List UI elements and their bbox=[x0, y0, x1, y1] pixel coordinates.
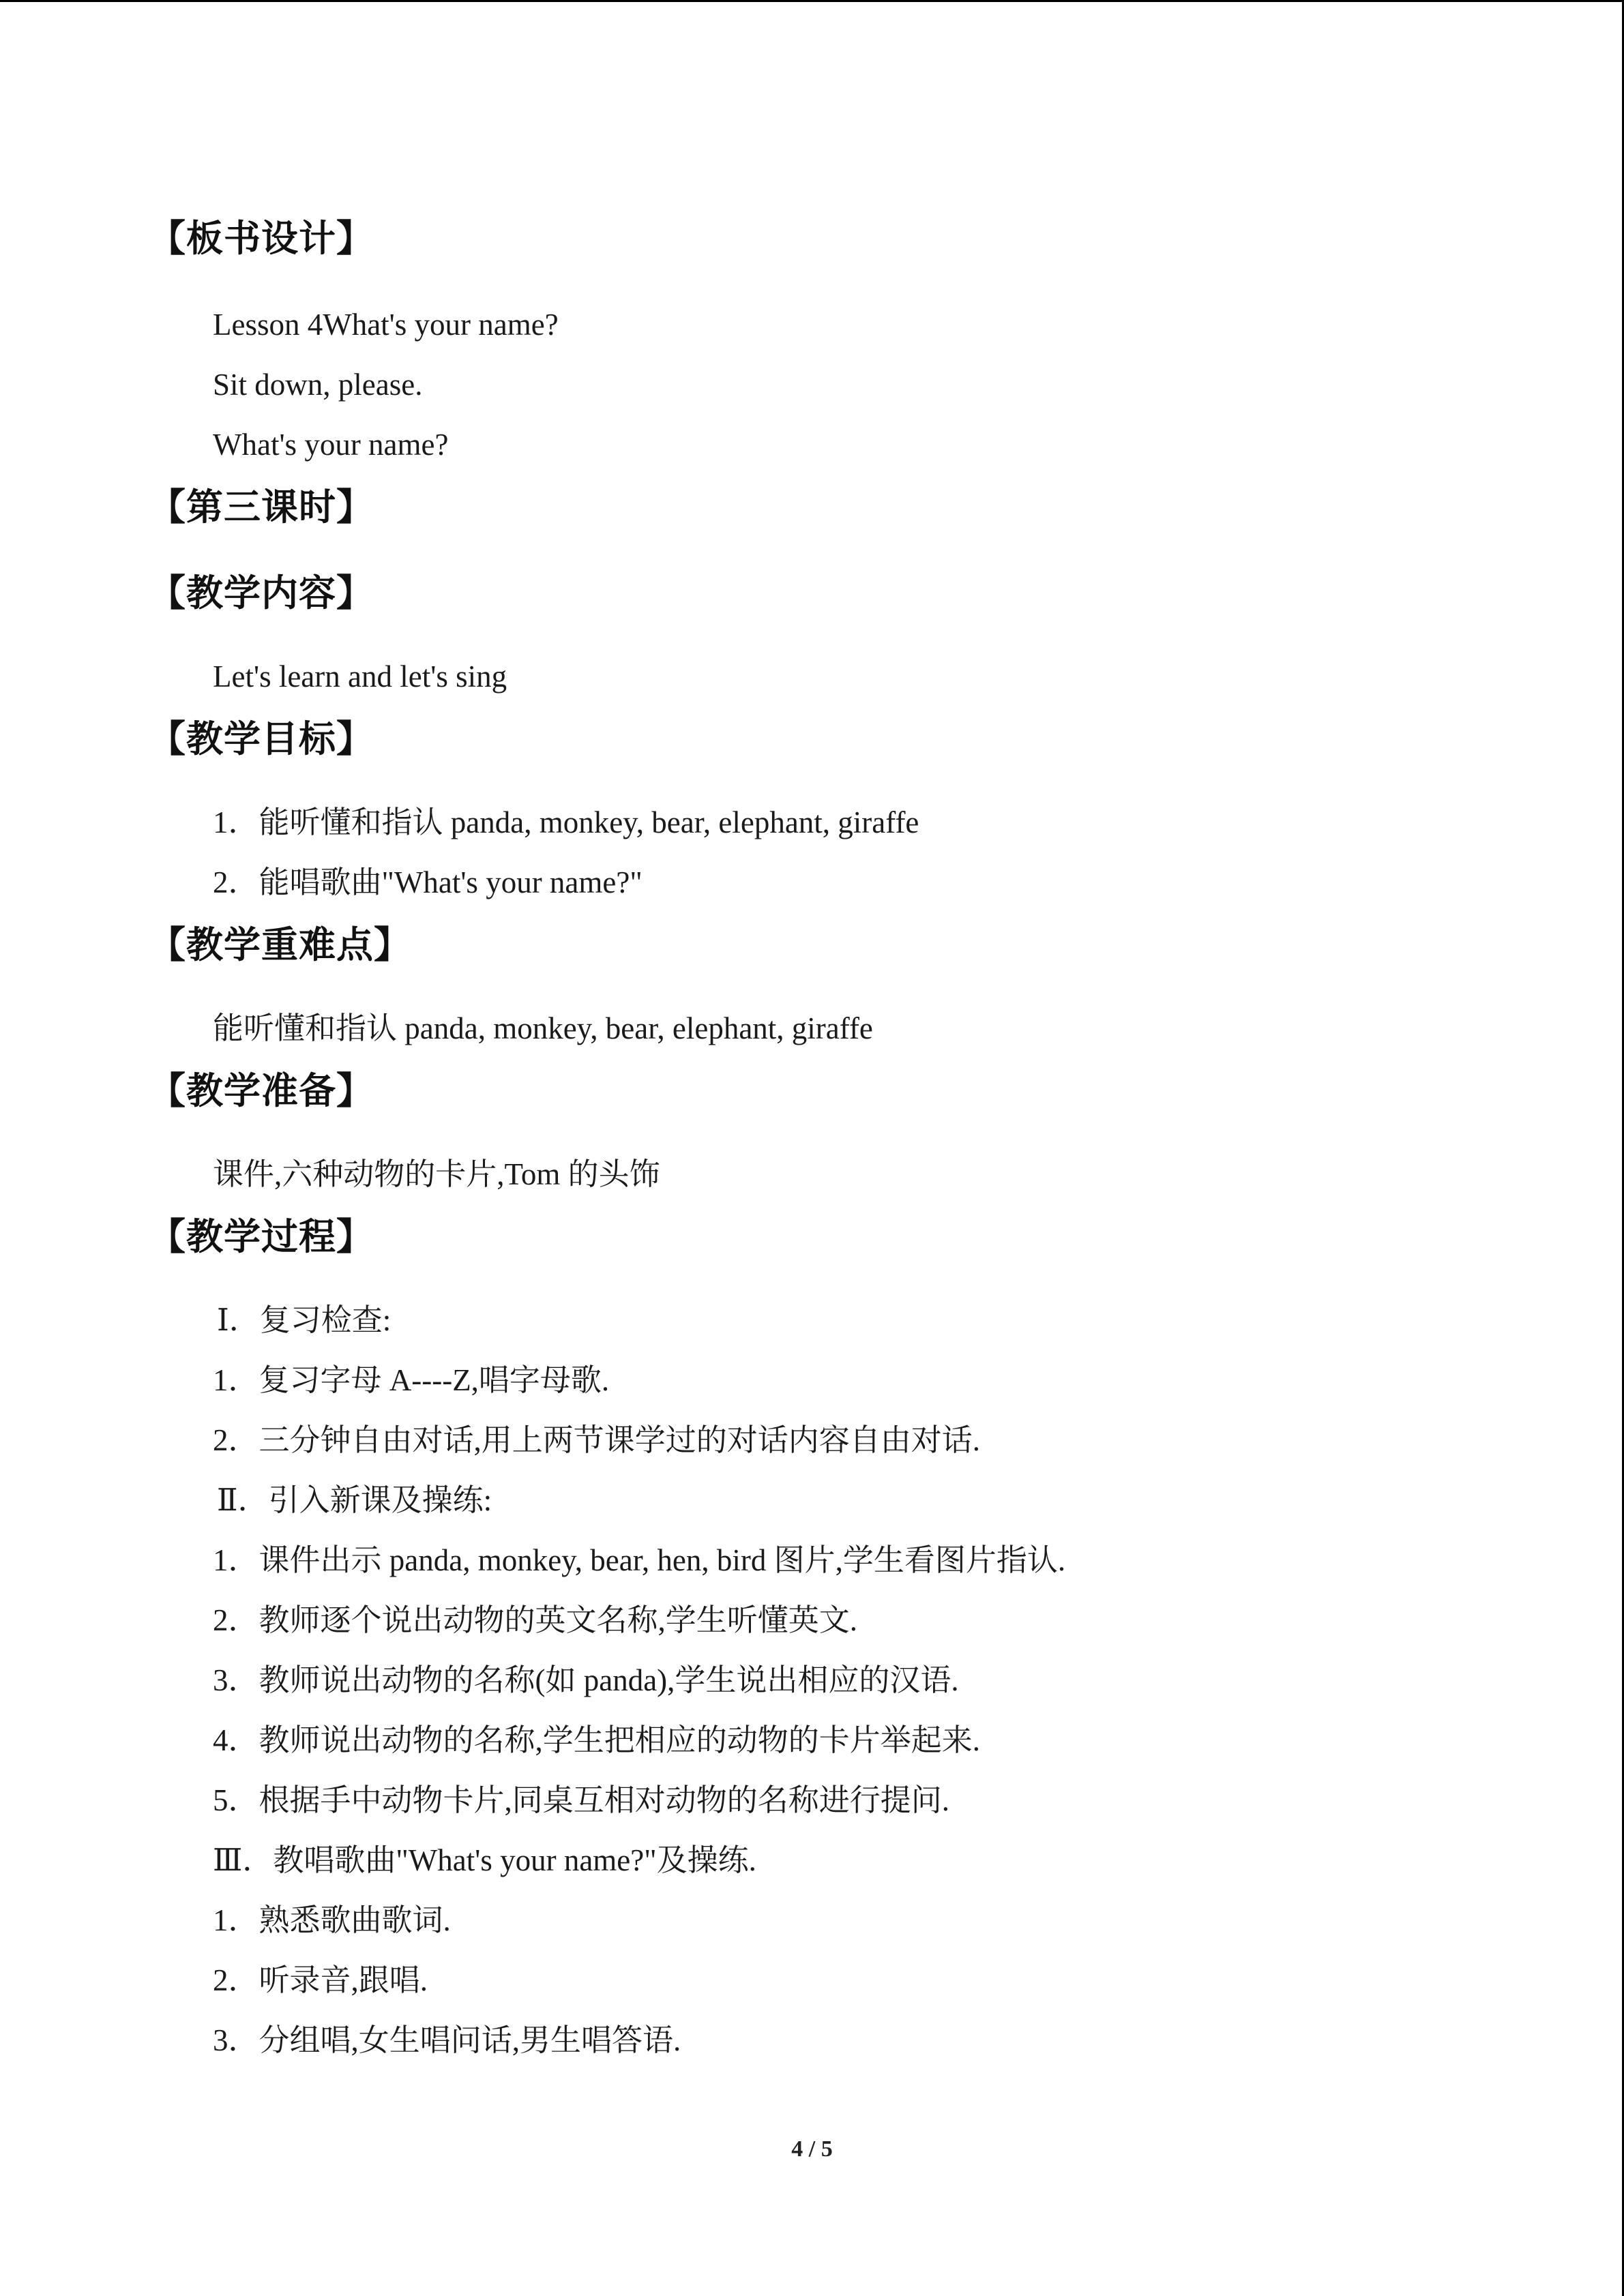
board-design-line-2: Sit down, please. bbox=[213, 368, 423, 402]
process-line: 3．教师说出动物的名称(如 panda),学生说出相应的汉语. bbox=[213, 1663, 959, 1697]
process-line: 2．教师逐个说出动物的英文名称,学生听懂英文. bbox=[213, 1603, 858, 1637]
heading-content: 【教学内容】 bbox=[149, 571, 374, 614]
process-line: 4．教师说出动物的名称,学生把相应的动物的卡片举起来. bbox=[213, 1723, 981, 1757]
heading-process: 【教学过程】 bbox=[149, 1215, 374, 1258]
process-line: 2．三分钟自由对话,用上两节课学过的对话内容自由对话. bbox=[213, 1423, 981, 1457]
heading-board-design: 【板书设计】 bbox=[149, 217, 374, 260]
heading-third-lesson: 【第三课时】 bbox=[149, 486, 374, 528]
board-design-line-1: Lesson 4What's your name? bbox=[213, 308, 559, 342]
page-number: 4 / 5 bbox=[791, 2136, 833, 2162]
preparation-line-1: 课件,六种动物的卡片,Tom 的头饰 bbox=[213, 1157, 660, 1191]
key-points-line-1: 能听懂和指认 panda, monkey, bear, elephant, giraffe bbox=[213, 1011, 873, 1045]
process-line: 1．课件出示 panda, monkey, bear, hen, bird 图片,学生看图片指认. bbox=[213, 1543, 1066, 1577]
process-line: 1．复习字母 A----Z,唱字母歌. bbox=[213, 1363, 610, 1397]
heading-goals: 【教学目标】 bbox=[149, 717, 374, 760]
process-line: 5．根据手中动物卡片,同桌互相对动物的名称进行提问. bbox=[213, 1783, 950, 1817]
process-line: 3．分组唱,女生唱问话,男生唱答语. bbox=[213, 2023, 681, 2057]
process-line: 2．听录音,跟唱. bbox=[213, 1963, 428, 1997]
process-step-roman-3: Ⅲ．教唱歌曲"What's your name?"及操练. bbox=[213, 1843, 756, 1877]
heading-key-points: 【教学重难点】 bbox=[149, 923, 411, 966]
process-step-roman-2: Ⅱ．引入新课及操练: bbox=[217, 1483, 492, 1517]
page-top-border bbox=[0, 0, 1624, 2]
board-design-line-3: What's your name? bbox=[213, 428, 449, 462]
goals-line-2: 2．能唱歌曲"What's your name?" bbox=[213, 865, 643, 899]
process-step-roman-1: Ⅰ．复习检查: bbox=[217, 1303, 392, 1337]
process-line: 1．熟悉歌曲歌词. bbox=[213, 1903, 451, 1937]
content-line-1: Let's learn and let's sing bbox=[213, 659, 507, 694]
heading-preparation: 【教学准备】 bbox=[149, 1069, 374, 1112]
goals-line-1: 1．能听懂和指认 panda, monkey, bear, elephant, giraffe bbox=[213, 805, 919, 839]
